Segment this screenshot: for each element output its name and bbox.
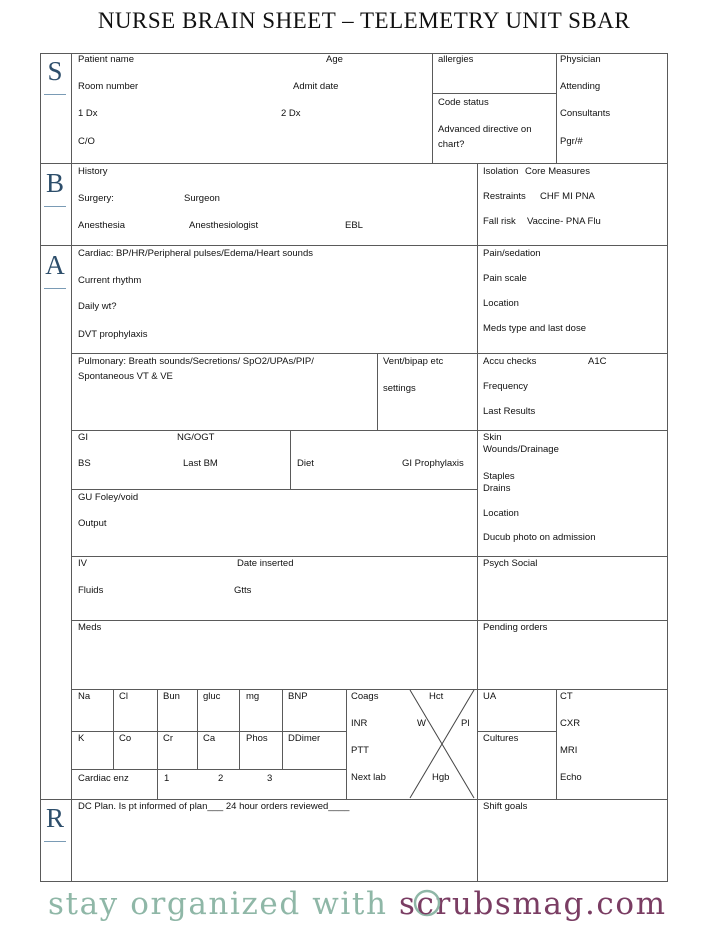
coags-label: Coags — [351, 691, 379, 702]
section-letter-a: A — [45, 250, 65, 280]
drains-label: Drains — [483, 483, 511, 494]
section-letter-s: S — [47, 56, 63, 86]
pager-label: Pgr/# — [560, 136, 583, 147]
anesthesiologist-label: Anesthesiologist — [189, 220, 259, 231]
scrubs-logo-c-icon: c — [417, 886, 436, 922]
patient-name-label: Patient name — [78, 54, 134, 65]
core-measures-label: Core Measures — [525, 166, 590, 177]
footer-domain: rubsmag.com — [435, 886, 667, 922]
cardiac-enz-label: Cardiac enz — [78, 773, 129, 784]
next-lab-label: Next lab — [351, 772, 386, 783]
lab-bnp-label: BNP — [288, 691, 308, 702]
advanced-directive-label: Advanced directive on — [438, 124, 532, 135]
gu-foley-label: GU Foley/void — [78, 492, 139, 503]
physician-label: Physician — [560, 54, 601, 65]
pain-scale-label: Pain scale — [483, 273, 527, 284]
shift-goals-label: Shift goals — [483, 801, 528, 812]
lab-ddimer-label: DDimer — [288, 733, 321, 744]
footer-tagline: stay organized with — [48, 886, 400, 922]
footer-brand — [48, 886, 667, 922]
pain-location-label: Location — [483, 298, 519, 309]
pulmonary-label-2: Spontaneous VT & VE — [78, 371, 173, 382]
frequency-label: Frequency — [483, 381, 528, 392]
hct-label: Hct — [429, 691, 444, 702]
isolation-label: Isolation — [483, 166, 519, 177]
meds-type-label: Meds type and last dose — [483, 323, 586, 334]
meds-label: Meds — [78, 622, 102, 633]
diet-label: Diet — [297, 458, 314, 469]
lab-gluc-label: gluc — [203, 691, 221, 702]
lab-bun-label: Bun — [163, 691, 180, 702]
restraints-label: Restraints — [483, 191, 526, 202]
pain-sedation-label: Pain/sedation — [483, 248, 541, 259]
lab-na-label: Na — [78, 691, 91, 702]
lab-cl-label: Cl — [119, 691, 128, 702]
last-results-label: Last Results — [483, 406, 536, 417]
room-number-label: Room number — [78, 81, 139, 92]
gi-prophylaxis-label: GI Prophylaxis — [402, 458, 464, 469]
ducub-photo-label: Ducub photo on admission — [483, 532, 596, 543]
wbc-label: W — [417, 718, 426, 729]
hgb-label: Hgb — [432, 772, 450, 783]
allergies-label: allergies — [438, 54, 474, 65]
cxr-label: CXR — [560, 718, 581, 729]
gtts-label: Gtts — [234, 585, 252, 596]
fluids-label: Fluids — [78, 585, 104, 596]
ua-label: UA — [483, 691, 497, 702]
accu-checks-label: Accu checks — [483, 356, 537, 367]
lab-co-label: Co — [119, 733, 132, 744]
psych-social-label: Psych Social — [483, 558, 538, 569]
pending-orders-label: Pending orders — [483, 622, 548, 633]
bowel-sounds-label: BS — [78, 458, 91, 469]
skin-label: Skin — [483, 432, 502, 443]
vaccine-label: Vaccine- PNA Flu — [527, 216, 601, 227]
mri-label: MRI — [560, 745, 578, 756]
settings-label: settings — [383, 383, 416, 394]
platelets-label: Pl — [461, 718, 470, 729]
staples-label: Staples — [483, 471, 515, 482]
dc-plan-label: DC Plan. Is pt informed of plan___ 24 hour orders reviewed____ — [78, 801, 350, 812]
current-rhythm-label: Current rhythm — [78, 275, 142, 286]
secondary-dx-label: 2 Dx — [281, 108, 301, 119]
cardiac-label: Cardiac: BP/HR/Peripheral pulses/Edema/Heart sounds — [78, 248, 313, 259]
pulmonary-label: Pulmonary: Breath sounds/Secretions/ SpO2/UPAs/PIP/ — [78, 356, 314, 367]
code-status-label: Code status — [438, 97, 489, 108]
section-letter-r: R — [45, 803, 64, 833]
surgeon-label: Surgeon — [184, 193, 220, 204]
iv-label: IV — [78, 558, 87, 569]
ct-label: CT — [560, 691, 573, 702]
advanced-directive-label-2: chart? — [438, 139, 465, 150]
output-label: Output — [78, 518, 107, 529]
page-title: NURSE BRAIN SHEET – TELEMETRY UNIT SBAR — [97, 8, 631, 33]
gi-label: GI — [78, 432, 89, 443]
ng-ogt-label: NG/OGT — [177, 432, 215, 443]
admit-date-label: Admit date — [293, 81, 339, 92]
surgery-label: Surgery: — [78, 193, 114, 204]
section-letter-b: B — [45, 168, 64, 198]
history-label: History — [78, 166, 108, 177]
cultures-label: Cultures — [483, 733, 519, 744]
fall-risk-label: Fall risk — [483, 216, 516, 227]
lab-mg-label: mg — [246, 691, 260, 702]
cardiac-enz-3: 3 — [267, 773, 273, 784]
cardiac-enz-2: 2 — [218, 773, 224, 784]
lab-cr-label: Cr — [163, 733, 174, 744]
date-inserted-label: Date inserted — [237, 558, 294, 569]
chf-mi-pna-label: CHF MI PNA — [540, 191, 595, 202]
lab-ca-label: Ca — [203, 733, 216, 744]
primary-dx-label: 1 Dx — [78, 108, 98, 119]
age-label: Age — [326, 54, 343, 65]
daily-weight-label: Daily wt? — [78, 301, 117, 312]
skin-location-label: Location — [483, 508, 519, 519]
lab-phos-label: Phos — [246, 733, 268, 744]
cardiac-enz-1: 1 — [164, 773, 170, 784]
vent-bipap-label: Vent/bipap etc — [383, 356, 444, 367]
inr-label: INR — [351, 718, 368, 729]
echo-label: Echo — [560, 772, 582, 783]
footer-brand-s: s — [399, 886, 417, 922]
lab-k-label: K — [78, 733, 85, 744]
attending-label: Attending — [560, 81, 601, 92]
ebl-label: EBL — [345, 220, 363, 231]
ptt-label: PTT — [351, 745, 369, 756]
wounds-drainage-label: Wounds/Drainage — [483, 444, 559, 455]
chief-complaint-label: C/O — [78, 136, 95, 147]
consultants-label: Consultants — [560, 108, 611, 119]
last-bm-label: Last BM — [183, 458, 218, 469]
dvt-prophylaxis-label: DVT prophylaxis — [78, 329, 148, 340]
a1c-label: A1C — [588, 356, 607, 367]
anesthesia-label: Anesthesia — [78, 220, 126, 231]
